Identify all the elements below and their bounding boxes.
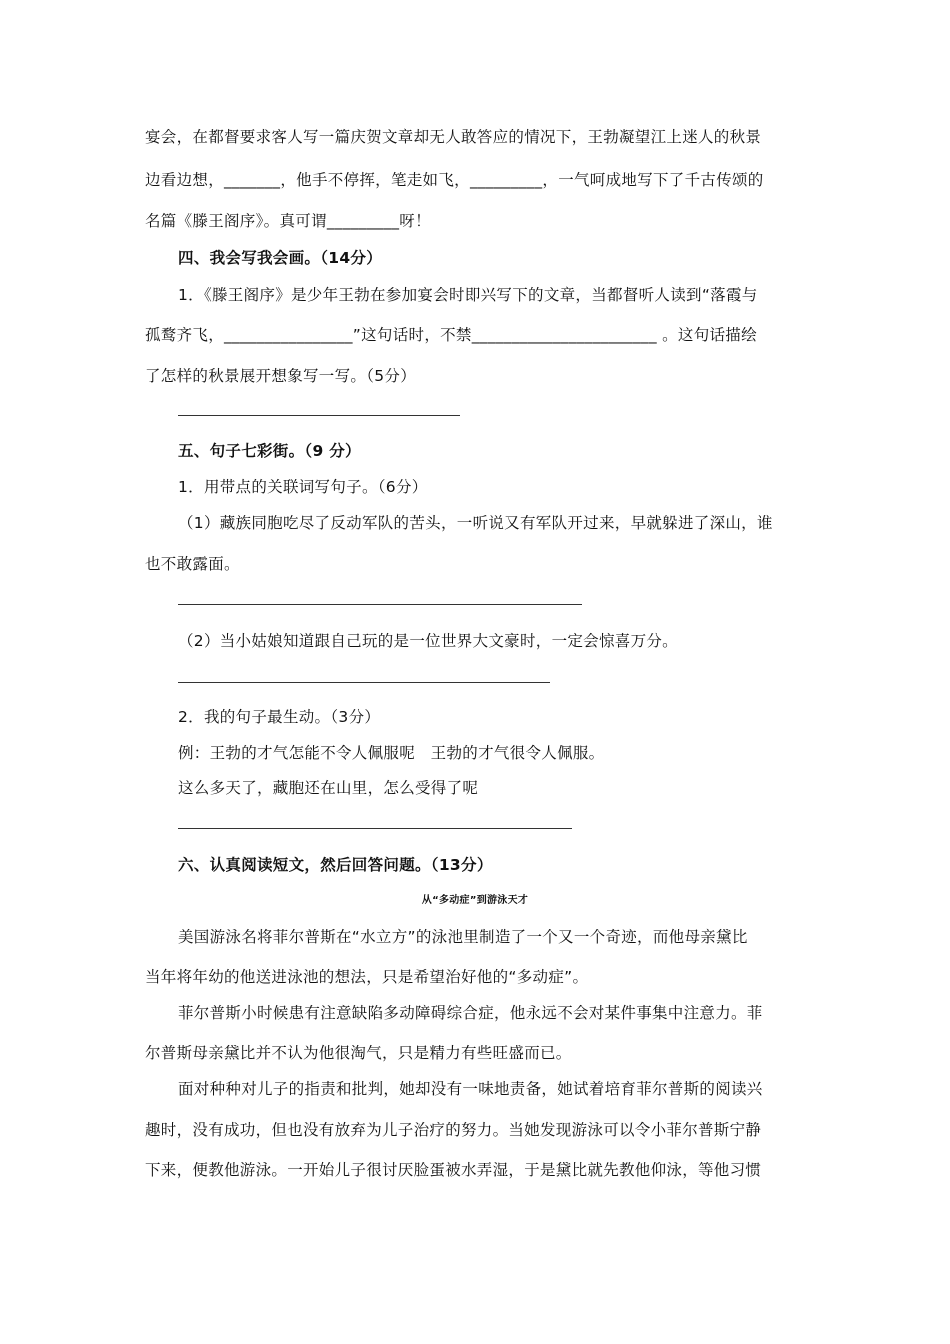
question-text: 孤鹜齐飞，________________”这句话时，不禁_______________________ 。这句话描绘 <box>145 326 757 344</box>
article-paragraph: 下来，便教他游泳。一开始儿子很讨厌脸蛋被水弄湿，于是黛比就先教他仰泳，等他习惯 <box>145 1161 762 1179</box>
question-text: （2）当小姑娘知道跟自己玩的是一位世界大文豪时，一定会惊喜万分。 <box>178 632 678 650</box>
question-text: 这么多天了，藏胞还在山里，怎么受得了呢 <box>178 779 479 797</box>
answer-line <box>178 682 550 683</box>
example-text: 例：王勃的才气怎能不令人佩服呢 王勃的才气很令人佩服。 <box>178 744 605 762</box>
question-text: 也不敢露面。 <box>145 555 240 573</box>
answer-line <box>178 415 460 416</box>
article-paragraph: 尔普斯母亲黛比并不认为他很淘气，只是精力有些旺盛而已。 <box>145 1044 572 1062</box>
text-line: 边看边想，_______，他手不停挥，笔走如飞，_________，一气呵成地写下了千古传颂的 <box>145 171 764 189</box>
question-text: 1．用带点的关联词写句子。（6分） <box>178 478 428 496</box>
question-text: 了怎样的秋景展开想象写一写。（5分） <box>145 367 417 385</box>
section-heading: 五、句子七彩街。（9 分） <box>178 442 361 460</box>
article-paragraph: 菲尔普斯小时候患有注意缺陷多动障碍综合症，他永远不会对某件事集中注意力。菲 <box>178 1004 763 1022</box>
article-title: 从“多动症”到游泳天才 <box>421 895 529 906</box>
answer-line <box>178 828 572 829</box>
text-line: 宴会，在都督要求客人写一篇庆贺文章却无人敢答应的情况下，王勃凝望江上迷人的秋景 <box>145 128 762 146</box>
text-line: 名篇《滕王阁序》。真可谓_________呀！ <box>145 212 431 230</box>
section-heading: 六、认真阅读短文，然后回答问题。（13分） <box>178 856 493 874</box>
answer-line <box>178 604 582 605</box>
article-paragraph: 当年将年幼的他送进泳池的想法，只是希望治好他的“多动症”。 <box>145 968 589 986</box>
article-paragraph: 面对种种对儿子的指责和批判，她却没有一味地责备，她试着培育菲尔普斯的阅读兴 <box>178 1080 763 1098</box>
question-text: 1．《滕王阁序》是少年王勃在参加宴会时即兴写下的文章，当都督听人读到“落霞与 <box>178 286 758 304</box>
article-paragraph: 美国游泳名将菲尔普斯在“水立方”的泳池里制造了一个又一个奇迹，而他母亲黛比 <box>178 928 748 946</box>
section-heading: 四、我会写我会画。（14分） <box>178 249 383 267</box>
article-paragraph: 趣时，没有成功，但也没有放弃为儿子治疗的努力。当她发现游泳可以令小菲尔普斯宁静 <box>145 1121 762 1139</box>
question-text: （1）藏族同胞吃尽了反动军队的苦头，一听说又有军队开过来，早就躲进了深山，谁 <box>178 514 773 532</box>
question-text: 2．我的句子最生动。（3分） <box>178 708 381 726</box>
